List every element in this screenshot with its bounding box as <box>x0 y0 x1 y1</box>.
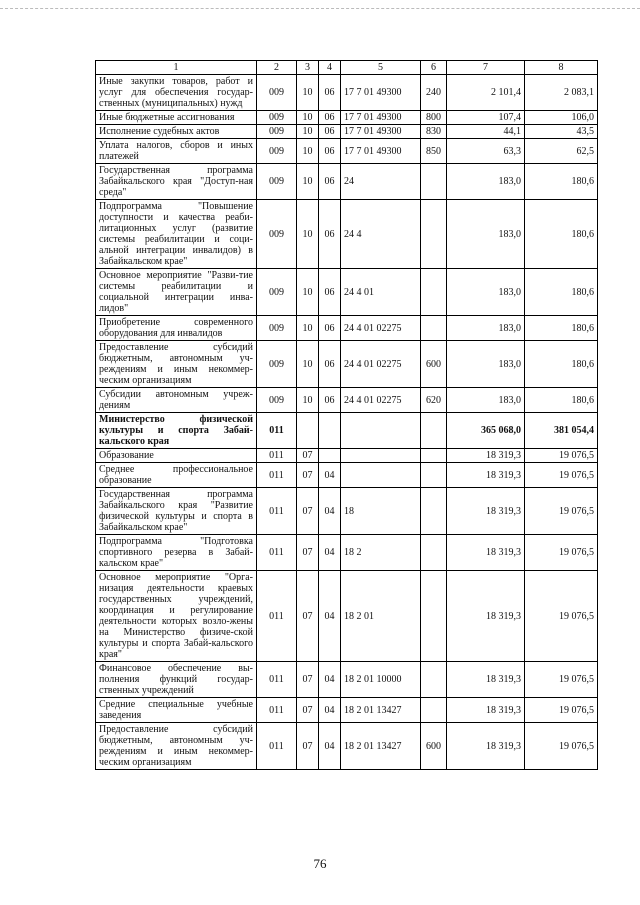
section-code-cell: 10 <box>297 125 319 139</box>
amount-year2-cell: 43,5 <box>525 125 598 139</box>
expense-type-cell <box>421 164 447 200</box>
subsection-code-cell: 04 <box>319 662 341 698</box>
item-name-cell: Предоставление субсидий бюджетным, автономным уч-реждениям и иным некоммер-ческим организациям <box>96 723 257 770</box>
ministry-code-cell: 009 <box>257 269 297 316</box>
amount-year1-cell: 107,4 <box>447 111 525 125</box>
table-row <box>96 449 598 463</box>
subsection-code-cell: 06 <box>319 111 341 125</box>
item-name-cell: Государственная программа Забайкальского края "Доступ-ная среда" <box>96 164 257 200</box>
amount-year2-cell: 19 076,5 <box>525 449 598 463</box>
ministry-code-cell: 011 <box>257 449 297 463</box>
subsection-code-cell: 06 <box>319 164 341 200</box>
amount-year1-cell: 2 101,4 <box>447 75 525 111</box>
amount-year1-cell: 18 319,3 <box>447 662 525 698</box>
target-article-cell: 24 4 01 <box>341 269 421 316</box>
target-article-cell: 18 2 01 10000 <box>341 662 421 698</box>
target-article-cell: 17 7 01 49300 <box>341 125 421 139</box>
page-number: 76 <box>313 856 327 871</box>
amount-year1-cell: 18 319,3 <box>447 488 525 535</box>
item-name-cell: Исполнение судебных актов <box>96 125 257 139</box>
table-row <box>96 164 598 200</box>
table-row <box>96 341 598 388</box>
expense-type-cell <box>421 535 447 571</box>
table-row <box>96 723 598 770</box>
amount-year1-cell: 183,0 <box>447 341 525 388</box>
table-row <box>96 535 598 571</box>
amount-year1-cell: 18 319,3 <box>447 463 525 488</box>
target-article-cell: 17 7 01 49300 <box>341 139 421 164</box>
expense-type-cell <box>421 449 447 463</box>
table-row <box>96 698 598 723</box>
item-name-cell: Приобретение современного оборудования для инвалидов <box>96 316 257 341</box>
table-row <box>96 125 598 139</box>
target-article-cell: 24 <box>341 164 421 200</box>
section-code-cell: 07 <box>297 698 319 723</box>
table-row <box>96 571 598 662</box>
header-cell: 6 <box>421 61 447 75</box>
target-article-cell: 24 4 01 02275 <box>341 341 421 388</box>
subsection-code-cell: 06 <box>319 200 341 269</box>
budget-table <box>95 60 598 770</box>
table-row <box>96 111 598 125</box>
item-name-cell: Субсидии автономным учреж-дениям <box>96 388 257 413</box>
header-cell: 4 <box>319 61 341 75</box>
amount-year2-cell: 180,6 <box>525 269 598 316</box>
table-row <box>96 463 598 488</box>
subsection-code-cell: 06 <box>319 139 341 164</box>
section-code-cell: 10 <box>297 269 319 316</box>
ministry-code-cell: 011 <box>257 723 297 770</box>
amount-year1-cell: 18 319,3 <box>447 449 525 463</box>
table-row <box>96 269 598 316</box>
header-cell: 7 <box>447 61 525 75</box>
subsection-code-cell: 04 <box>319 698 341 723</box>
expense-type-cell <box>421 698 447 723</box>
expense-type-cell <box>421 488 447 535</box>
subsection-code-cell: 06 <box>319 388 341 413</box>
amount-year2-cell: 19 076,5 <box>525 571 598 662</box>
table-row <box>96 200 598 269</box>
subsection-code-cell: 06 <box>319 75 341 111</box>
section-code-cell: 10 <box>297 388 319 413</box>
expense-type-cell: 620 <box>421 388 447 413</box>
amount-year2-cell: 180,6 <box>525 341 598 388</box>
amount-year1-cell: 365 068,0 <box>447 413 525 449</box>
scan-edge-line <box>0 8 640 9</box>
target-article-cell <box>341 413 421 449</box>
expense-type-cell <box>421 316 447 341</box>
item-name-cell: Финансовое обеспечение вы-полнения функций государ-ственных учреждений <box>96 662 257 698</box>
subsection-code-cell: 06 <box>319 341 341 388</box>
target-article-cell: 24 4 01 02275 <box>341 316 421 341</box>
amount-year1-cell: 18 319,3 <box>447 571 525 662</box>
amount-year2-cell: 106,0 <box>525 111 598 125</box>
amount-year2-cell: 180,6 <box>525 316 598 341</box>
expense-type-cell <box>421 269 447 316</box>
section-code-cell: 10 <box>297 75 319 111</box>
header-cell: 3 <box>297 61 319 75</box>
ministry-code-cell: 011 <box>257 698 297 723</box>
subsection-code-cell: 06 <box>319 316 341 341</box>
section-code-cell: 10 <box>297 111 319 125</box>
target-article-cell: 18 2 <box>341 535 421 571</box>
amount-year2-cell: 19 076,5 <box>525 463 598 488</box>
table-row <box>96 139 598 164</box>
ministry-code-cell: 011 <box>257 413 297 449</box>
section-code-cell: 07 <box>297 488 319 535</box>
expense-type-cell: 850 <box>421 139 447 164</box>
amount-year2-cell: 381 054,4 <box>525 413 598 449</box>
ministry-code-cell: 011 <box>257 535 297 571</box>
ministry-code-cell: 011 <box>257 571 297 662</box>
amount-year2-cell: 180,6 <box>525 164 598 200</box>
ministry-code-cell: 009 <box>257 388 297 413</box>
expense-type-cell <box>421 571 447 662</box>
item-name-cell: Основное мероприятие "Орга-низация деятельности краевых государственных учреждений, координация и регулирование деятельности которых возло-жены на Министерство физиче-ской культуры и спорта Забай-кальского края" <box>96 571 257 662</box>
item-name-cell: Уплата налогов, сборов и иных платежей <box>96 139 257 164</box>
item-name-cell: Средние специальные учебные заведения <box>96 698 257 723</box>
header-cell: 2 <box>257 61 297 75</box>
target-article-cell: 17 7 01 49300 <box>341 75 421 111</box>
amount-year1-cell: 18 319,3 <box>447 698 525 723</box>
item-name-cell: Иные закупки товаров, работ и услуг для обеспечения государ-ственных (муниципальных) нужд <box>96 75 257 111</box>
table-row <box>96 413 598 449</box>
amount-year2-cell: 62,5 <box>525 139 598 164</box>
ministry-code-cell: 009 <box>257 200 297 269</box>
amount-year2-cell: 19 076,5 <box>525 698 598 723</box>
target-article-cell: 18 2 01 <box>341 571 421 662</box>
header-cell: 1 <box>96 61 257 75</box>
target-article-cell: 18 2 01 13427 <box>341 698 421 723</box>
amount-year1-cell: 18 319,3 <box>447 535 525 571</box>
amount-year2-cell: 180,6 <box>525 388 598 413</box>
item-name-cell: Иные бюджетные ассигнования <box>96 111 257 125</box>
amount-year1-cell: 44,1 <box>447 125 525 139</box>
header-cell: 8 <box>525 61 598 75</box>
amount-year2-cell: 2 083,1 <box>525 75 598 111</box>
expense-type-cell <box>421 413 447 449</box>
subsection-code-cell <box>319 449 341 463</box>
target-article-cell: 24 4 <box>341 200 421 269</box>
item-name-cell: Предоставление субсидий бюджетным, автономным уч-реждениям и иным некоммер-ческим организациям <box>96 341 257 388</box>
subsection-code-cell: 04 <box>319 535 341 571</box>
subsection-code-cell: 04 <box>319 571 341 662</box>
table-row <box>96 662 598 698</box>
section-code-cell: 10 <box>297 139 319 164</box>
subsection-code-cell: 06 <box>319 125 341 139</box>
expense-type-cell <box>421 463 447 488</box>
subsection-code-cell <box>319 413 341 449</box>
ministry-code-cell: 011 <box>257 662 297 698</box>
amount-year1-cell: 63,3 <box>447 139 525 164</box>
expense-type-cell: 600 <box>421 723 447 770</box>
header-row <box>96 61 598 75</box>
table-row <box>96 388 598 413</box>
section-code-cell: 10 <box>297 316 319 341</box>
ministry-code-cell: 011 <box>257 488 297 535</box>
amount-year1-cell: 183,0 <box>447 200 525 269</box>
subsection-code-cell: 06 <box>319 269 341 316</box>
ministry-code-cell: 009 <box>257 125 297 139</box>
expense-type-cell <box>421 200 447 269</box>
expense-type-cell <box>421 662 447 698</box>
amount-year2-cell: 19 076,5 <box>525 488 598 535</box>
item-name-cell: Образование <box>96 449 257 463</box>
amount-year1-cell: 183,0 <box>447 388 525 413</box>
amount-year1-cell: 18 319,3 <box>447 723 525 770</box>
item-name-cell: Министерство физической культуры и спорта Забай-кальского края <box>96 413 257 449</box>
amount-year2-cell: 19 076,5 <box>525 723 598 770</box>
ministry-code-cell: 009 <box>257 341 297 388</box>
amount-year1-cell: 183,0 <box>447 164 525 200</box>
table-row <box>96 75 598 111</box>
header-cell: 5 <box>341 61 421 75</box>
ministry-code-cell: 009 <box>257 111 297 125</box>
ministry-code-cell: 009 <box>257 139 297 164</box>
target-article-cell <box>341 463 421 488</box>
section-code-cell: 07 <box>297 535 319 571</box>
target-article-cell <box>341 449 421 463</box>
section-code-cell: 07 <box>297 571 319 662</box>
expense-type-cell: 600 <box>421 341 447 388</box>
amount-year1-cell: 183,0 <box>447 316 525 341</box>
amount-year2-cell: 19 076,5 <box>525 662 598 698</box>
item-name-cell: Подпрограмма "Подготовка спортивного резерва в Забай-кальском крае" <box>96 535 257 571</box>
item-name-cell: Государственная программа Забайкальского края "Развитие физической культуры и спорта в Забайкальском крае" <box>96 488 257 535</box>
section-code-cell: 10 <box>297 200 319 269</box>
amount-year1-cell: 183,0 <box>447 269 525 316</box>
amount-year2-cell: 180,6 <box>525 200 598 269</box>
target-article-cell: 17 7 01 49300 <box>341 111 421 125</box>
target-article-cell: 24 4 01 02275 <box>341 388 421 413</box>
target-article-cell: 18 <box>341 488 421 535</box>
amount-year2-cell: 19 076,5 <box>525 535 598 571</box>
item-name-cell: Среднее профессиональное образование <box>96 463 257 488</box>
expense-type-cell: 240 <box>421 75 447 111</box>
section-code-cell: 07 <box>297 662 319 698</box>
expense-type-cell: 830 <box>421 125 447 139</box>
item-name-cell: Подпрограмма "Повышение доступности и качества реаби-литационных услуг (развитие системы реабилитации и соци-альной интеграции инвалидов) в Забайкальском крае" <box>96 200 257 269</box>
table-row <box>96 316 598 341</box>
section-code-cell: 07 <box>297 723 319 770</box>
section-code-cell <box>297 413 319 449</box>
subsection-code-cell: 04 <box>319 723 341 770</box>
ministry-code-cell: 011 <box>257 463 297 488</box>
table-row <box>96 488 598 535</box>
ministry-code-cell: 009 <box>257 75 297 111</box>
section-code-cell: 10 <box>297 341 319 388</box>
item-name-cell: Основное мероприятие "Разви-тие системы реабилитации и социальной интеграции инва-лидов" <box>96 269 257 316</box>
section-code-cell: 07 <box>297 463 319 488</box>
ministry-code-cell: 009 <box>257 164 297 200</box>
subsection-code-cell: 04 <box>319 463 341 488</box>
section-code-cell: 10 <box>297 164 319 200</box>
expense-type-cell: 800 <box>421 111 447 125</box>
subsection-code-cell: 04 <box>319 488 341 535</box>
ministry-code-cell: 009 <box>257 316 297 341</box>
target-article-cell: 18 2 01 13427 <box>341 723 421 770</box>
section-code-cell: 07 <box>297 449 319 463</box>
